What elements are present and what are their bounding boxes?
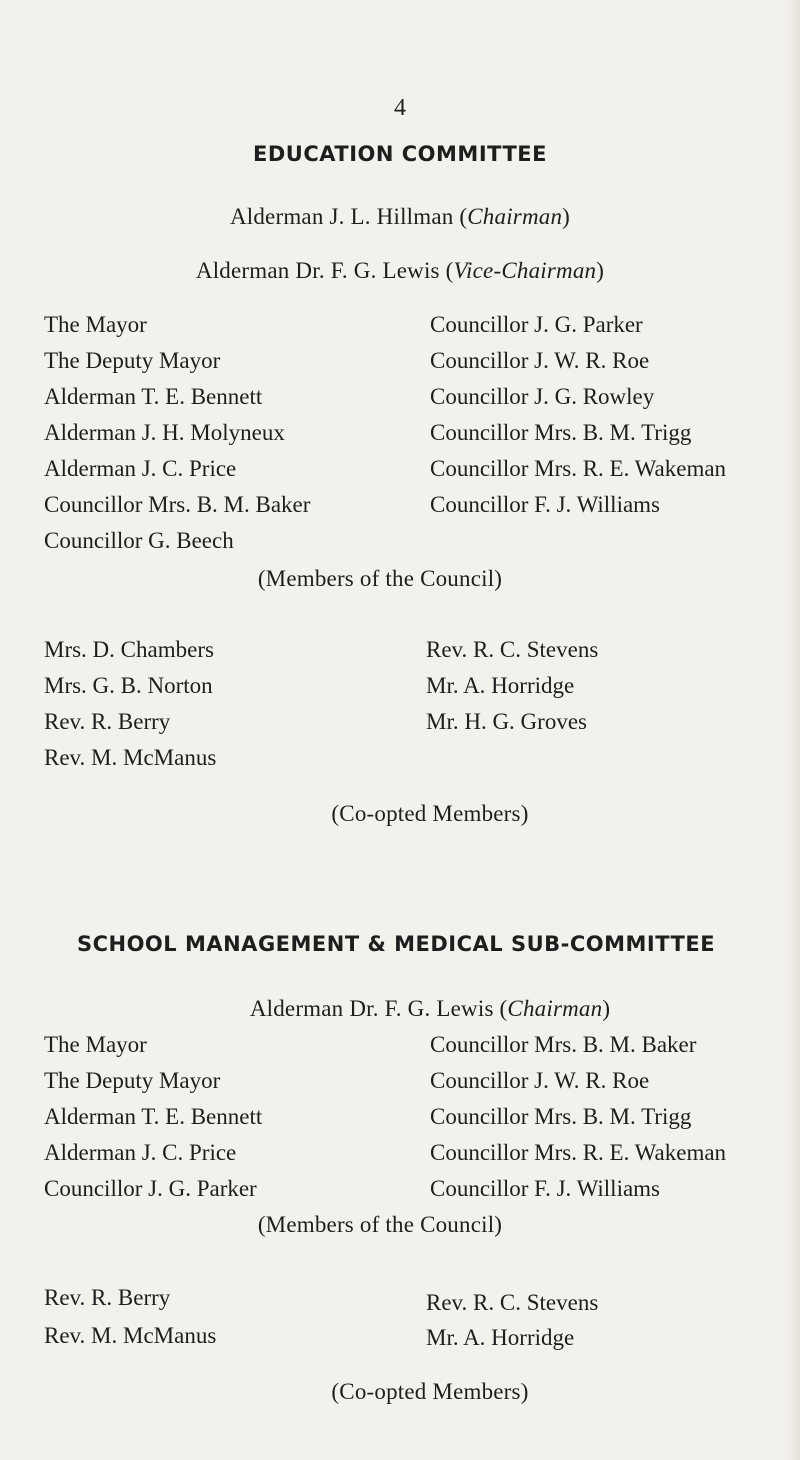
- member-name: Mrs. G. B. Norton: [44, 673, 213, 698]
- member-name: Councillor J. G. Parker: [44, 1176, 257, 1201]
- vice-chairman-role: Vice-Chairman: [453, 258, 597, 283]
- member-name: Councillor Mrs. B. M. Baker: [430, 1032, 697, 1057]
- member-name: Councillor J. G. Rowley: [430, 384, 655, 409]
- member-name: Councillor Mrs. R. E. Wakeman: [430, 1140, 727, 1165]
- member-name: Mr. H. G. Groves: [426, 709, 587, 734]
- member-name: Mrs. D. Chambers: [44, 637, 214, 662]
- member-name: The Mayor: [44, 1032, 147, 1057]
- member-name: Alderman J. C. Price: [44, 456, 237, 481]
- member-name: Alderman J. C. Price: [44, 1140, 237, 1165]
- member-name: The Deputy Mayor: [44, 348, 221, 373]
- member-name: Mr. A. Horridge: [426, 1325, 575, 1350]
- page-number: 4: [394, 95, 406, 121]
- member-name: Councillor Mrs. B. M. Trigg: [430, 1104, 692, 1129]
- chairman-role: Chairman: [507, 996, 603, 1021]
- education-committee-title: EDUCATION COMMITTEE: [253, 142, 547, 166]
- member-name: Rev. R. Berry: [44, 709, 171, 734]
- member-name: Rev. M. McManus: [44, 1323, 217, 1348]
- sub-committee-coopted-caption: (Co-opted Members): [331, 1379, 529, 1404]
- member-name: Rev. M. McManus: [44, 745, 217, 770]
- member-name: Councillor Mrs. B. M. Trigg: [430, 420, 692, 445]
- education-coopted-caption: (Co-opted Members): [331, 801, 529, 826]
- member-name: Councillor J. W. R. Roe: [430, 348, 650, 373]
- member-name: Councillor J. W. R. Roe: [430, 1068, 650, 1093]
- education-vice-chairman: Alderman Dr. F. G. Lewis (Vice-Chairman): [195, 258, 605, 283]
- member-name: Councillor Mrs. R. E. Wakeman: [430, 456, 727, 481]
- chairman-name: Alderman J. L. Hillman: [229, 204, 454, 229]
- member-name: Alderman J. H. Molyneux: [44, 420, 285, 445]
- chairman-role: Chairman: [467, 204, 563, 229]
- chairman-name: Alderman Dr. F. G. Lewis: [249, 996, 494, 1021]
- education-council-caption: (Members of the Council): [257, 566, 503, 591]
- member-name: Rev. R. C. Stevens: [426, 637, 599, 662]
- member-name: The Mayor: [44, 312, 147, 337]
- member-name: Councillor J. G. Parker: [430, 312, 643, 337]
- member-name: Rev. R. C. Stevens: [426, 1290, 599, 1315]
- member-name: Councillor G. Beech: [44, 528, 234, 553]
- sub-committee-council-caption: (Members of the Council): [257, 1212, 503, 1237]
- education-chairman: Alderman J. L. Hillman (Chairman): [229, 204, 571, 229]
- member-name: Alderman T. E. Bennett: [44, 384, 263, 409]
- sub-committee-title: SCHOOL MANAGEMENT & MEDICAL SUB-COMMITTEE: [76, 932, 716, 956]
- member-name: Councillor F. J. Williams: [430, 1176, 661, 1201]
- member-name: Councillor Mrs. B. M. Baker: [44, 492, 311, 517]
- member-name: The Deputy Mayor: [44, 1068, 221, 1093]
- sub-committee-chairman: Alderman Dr. F. G. Lewis (Chairman): [249, 996, 611, 1021]
- vice-chairman-name: Alderman Dr. F. G. Lewis: [195, 258, 440, 283]
- member-name: Alderman T. E. Bennett: [44, 1104, 263, 1129]
- member-name: Councillor F. J. Williams: [430, 492, 661, 517]
- member-name: Rev. R. Berry: [44, 1285, 171, 1310]
- member-name: Mr. A. Horridge: [426, 673, 575, 698]
